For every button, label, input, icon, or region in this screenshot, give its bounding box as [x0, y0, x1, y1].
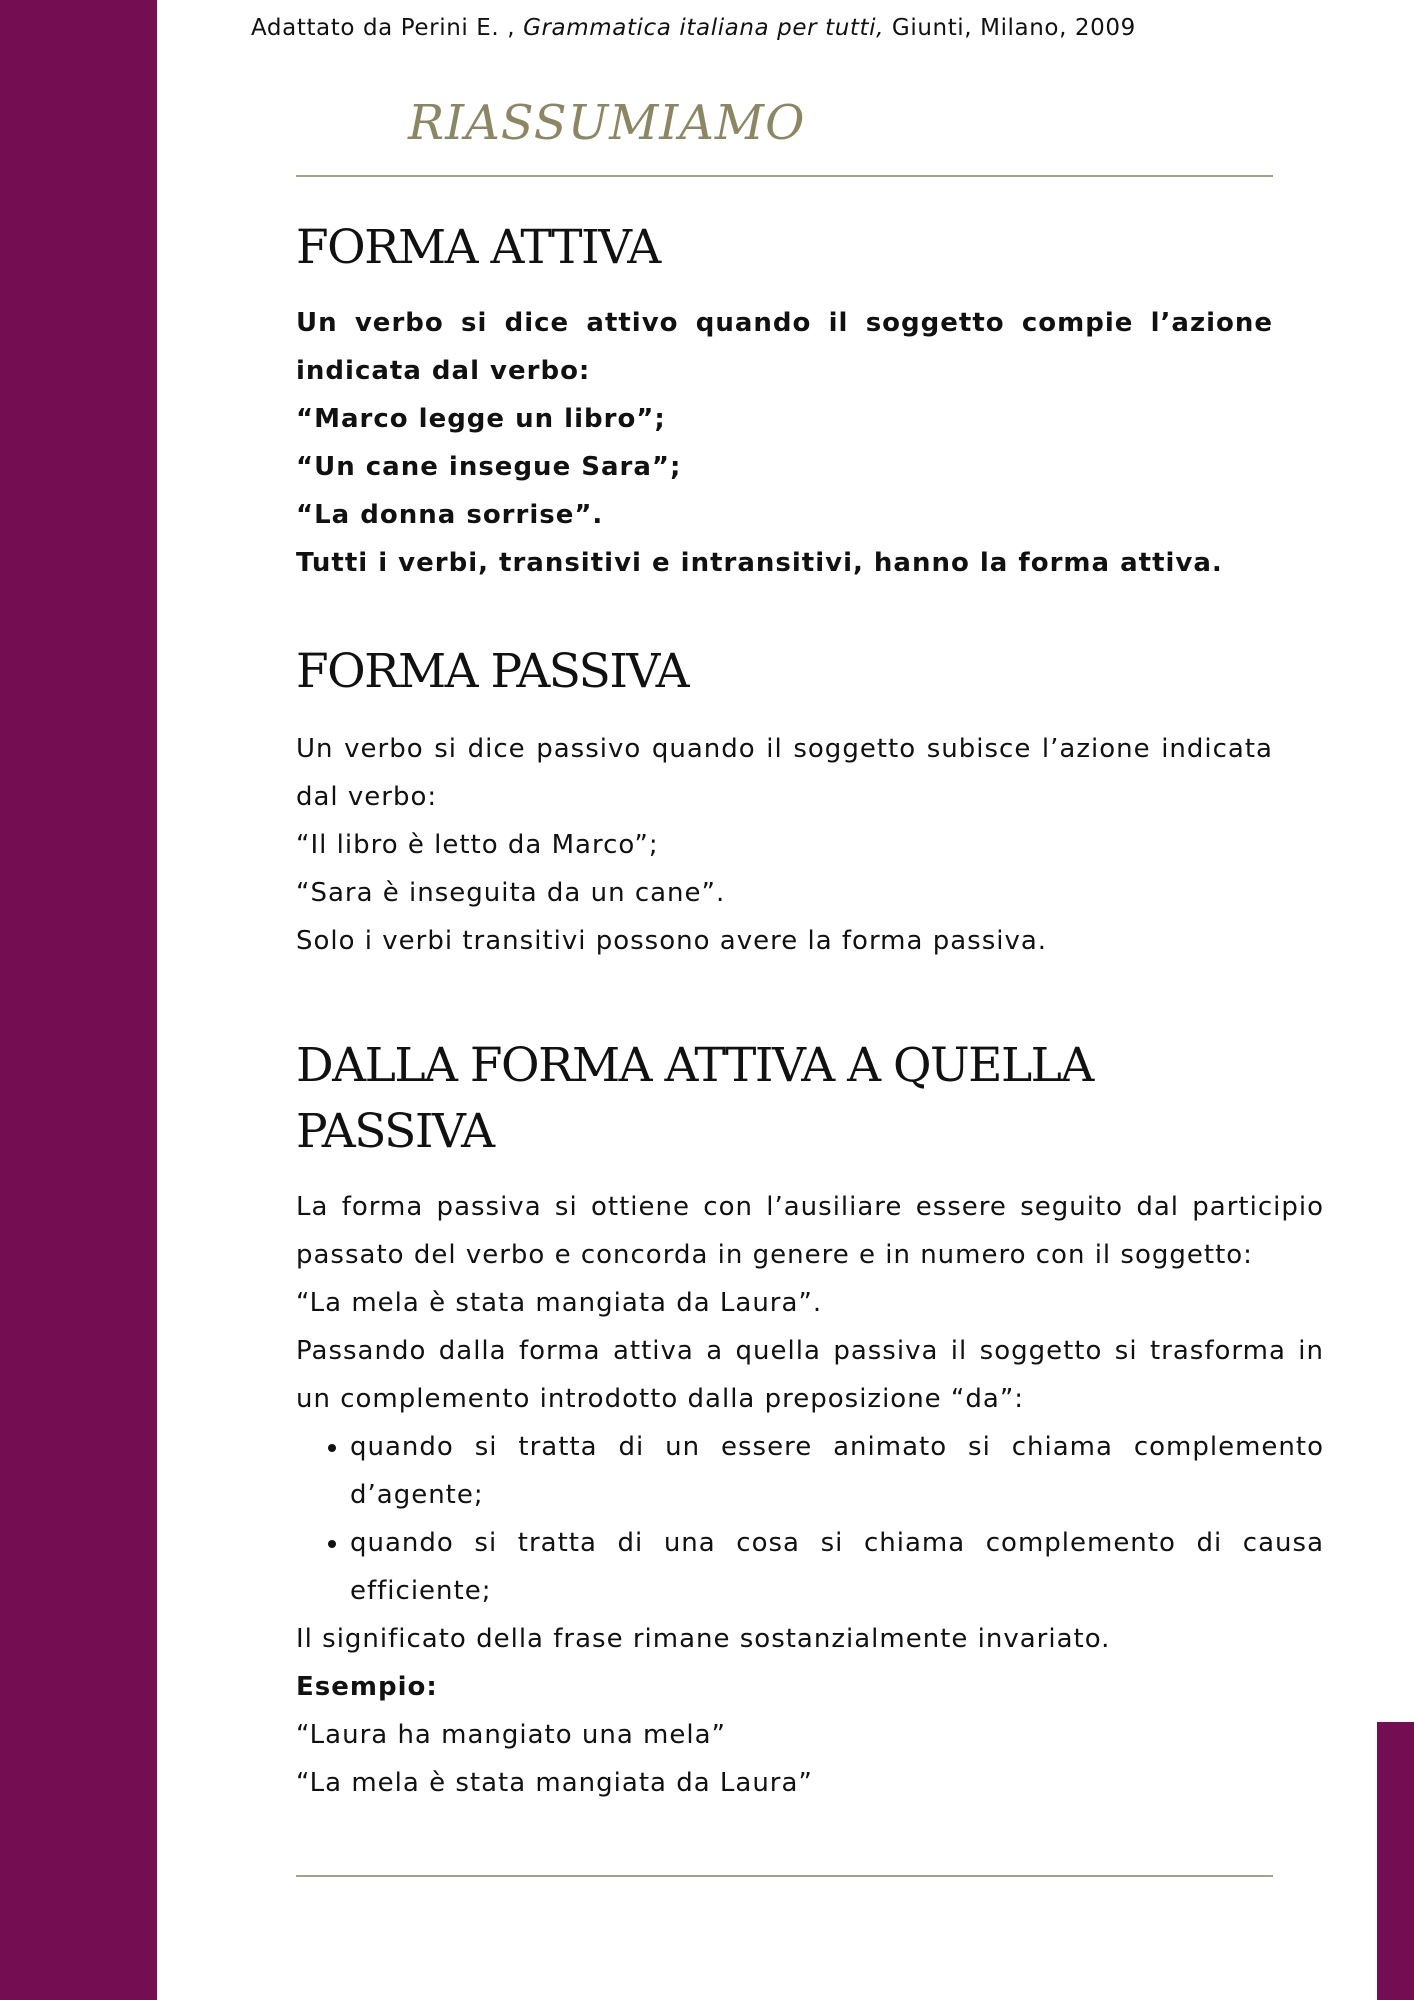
left-accent-bar [0, 0, 157, 2000]
example-line: “La mela è stata mangiata da Laura”. [296, 1288, 823, 1318]
example-line: “Marco legge un libro”; [296, 404, 666, 434]
main-content [296, 215, 1324, 1807]
section-closing: Tutti i verbi, transitivi e intransitivi, hanno la forma attiva. [296, 548, 1223, 578]
section-intro: Un verbo si dice passivo quando il soggetto subisce l’azione indicata dal verbo: [296, 734, 1273, 812]
example-line: “Laura ha mangiato una mela” [296, 1720, 726, 1750]
list-item: • quando si tratta di una cosa si chiama complemento di causa efficiente; [350, 1519, 1324, 1615]
section-forma-attiva [296, 215, 1324, 587]
section-body [296, 725, 1273, 965]
source-citation [251, 15, 1351, 41]
source-suffix: Giunti, Milano, 2009 [884, 15, 1136, 41]
section-heading-line2: PASSIVA [296, 1104, 494, 1159]
section-attiva-a-passiva [296, 1033, 1324, 1807]
section-heading-line1: DALLA FORMA ATTIVA A QUELLA [296, 1038, 1093, 1093]
section-closing: Solo i verbi transitivi possono avere la forma passiva. [296, 926, 1048, 956]
right-accent-bar [1377, 1722, 1414, 2000]
example-line: “Un cane insegue Sara”; [296, 452, 682, 482]
section-heading: FORMA ATTIVA [296, 220, 660, 275]
example-line: “La donna sorrise”. [296, 500, 604, 530]
page-title: RIASSUMIAMO [408, 95, 806, 151]
example-label: Esempio: [296, 1672, 438, 1702]
section-intro: Un verbo si dice attivo quando il soggetto compie l’azione indicata dal verbo: [296, 308, 1273, 386]
bullet-list [296, 1423, 1324, 1615]
example-line: “La mela è stata mangiata da Laura” [296, 1768, 813, 1798]
section-heading: FORMA PASSIVA [296, 644, 689, 699]
source-prefix: Adattato da Perini E. , [251, 15, 524, 41]
section-body [296, 299, 1273, 587]
section-heading [296, 1033, 1324, 1165]
paragraph: Il significato della frase rimane sostanzialmente invariato. [296, 1624, 1111, 1654]
section-forma-passiva [296, 639, 1324, 965]
list-item: • quando si tratta di un essere animato si chiama complemento d’agente; [350, 1423, 1324, 1519]
section-body [296, 1183, 1324, 1807]
bottom-divider [296, 1875, 1273, 1877]
paragraph: Passando dalla forma attiva a quella passiva il soggetto si trasforma in un complemento introdotto dalla preposizione “da”: [296, 1336, 1324, 1414]
top-divider [296, 175, 1273, 177]
paragraph: La forma passiva si ottiene con l’ausiliare essere seguito dal participio passato del verbo e concorda in genere e in numero con il soggetto: [296, 1192, 1324, 1270]
example-line: “Sara è inseguita da un cane”. [296, 878, 726, 908]
source-book-title: Grammatica italiana per tutti, [523, 15, 885, 41]
example-line: “Il libro è letto da Marco”; [296, 830, 659, 860]
